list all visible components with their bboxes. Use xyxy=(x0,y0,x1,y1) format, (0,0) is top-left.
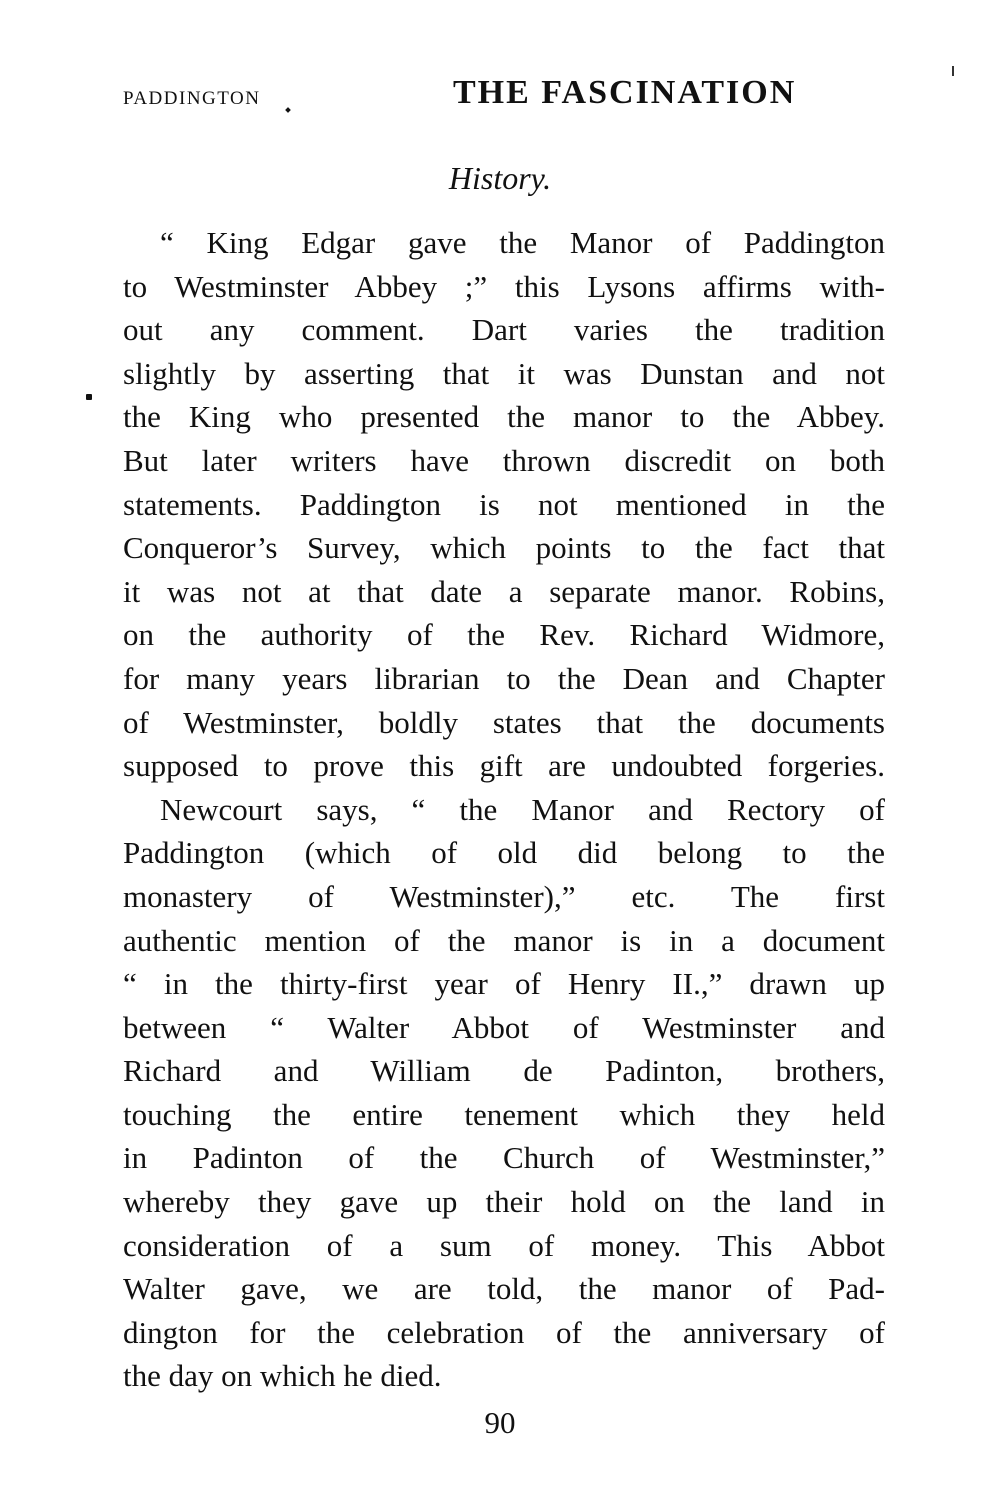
text-line: the King who presented the manor to the Abbey. xyxy=(123,399,885,435)
margin-dot xyxy=(86,394,92,400)
text-line: Conqueror’s Survey, which points to the fact that xyxy=(123,530,885,566)
text-line: on the authority of the Rev. Richard Widmore, xyxy=(123,617,885,653)
text-line: dington for the celebration of the anniversary of xyxy=(123,1314,885,1350)
text-line: whereby they gave up their hold on the land in xyxy=(123,1184,885,1220)
text-line: for many years librarian to the Dean and Chapter xyxy=(123,660,885,696)
text-line: supposed to prove this gift are undoubted forgeries. xyxy=(123,748,885,784)
edge-mark xyxy=(952,66,954,76)
running-head xyxy=(123,74,890,118)
page-number: 90 xyxy=(484,1405,516,1440)
text-line: the day on which he died. xyxy=(123,1358,442,1394)
text-line: Richard and William de Padinton, brothers, xyxy=(123,1053,885,1089)
text-line: But later writers have thrown discredit on both xyxy=(123,442,885,478)
text-line: slightly by asserting that it was Dunstan and not xyxy=(123,355,885,391)
text-line: consideration of a sum of money. This Abbot xyxy=(123,1227,885,1263)
text-line: “ King Edgar gave the Manor of Paddington xyxy=(160,225,885,260)
text-line: statements. Paddington is not mentioned in the xyxy=(123,486,885,522)
print-mark xyxy=(285,107,291,113)
body-text xyxy=(123,221,885,1398)
text-line: to Westminster Abbey ;” this Lysons affirms with- xyxy=(123,268,885,304)
text-line: Newcourt says, “ the Manor and Rectory of xyxy=(160,791,885,827)
text-line: Walter gave, we are told, the manor of Pad- xyxy=(123,1271,885,1307)
running-head-right: THE FASCINATION xyxy=(453,74,797,111)
text-line: out any comment. Dart varies the tradition xyxy=(123,312,885,348)
text-line: of Westminster, boldly states that the documents xyxy=(123,704,885,740)
text-line: monastery of Westminster),” etc. The first xyxy=(123,878,885,914)
text-line: between “ Walter Abbot of Westminster and xyxy=(123,1009,885,1045)
text-line: authentic mention of the manor is in a document xyxy=(123,922,885,958)
running-head-left: PADDINGTON xyxy=(123,88,261,109)
text-line: “ in the thirty-first year of Henry II.,” drawn up xyxy=(123,966,885,1002)
text-line: in Padinton of the Church of Westminster,” xyxy=(123,1140,885,1176)
section-title: History. xyxy=(448,160,552,196)
text-line: it was not at that date a separate manor. Robins, xyxy=(123,573,885,609)
text-line: touching the entire tenement which they held xyxy=(123,1096,885,1132)
text-line: Paddington (which of old did belong to the xyxy=(123,835,885,871)
